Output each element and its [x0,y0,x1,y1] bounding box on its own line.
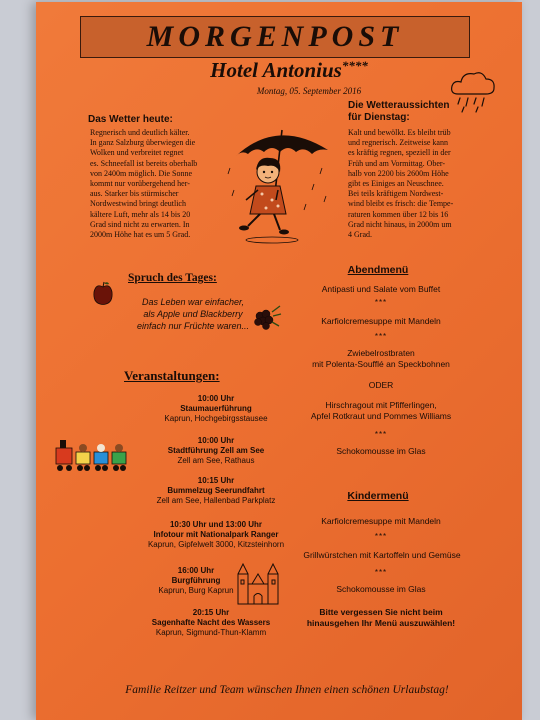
newsletter-sheet [36,2,522,720]
event-item: 16:00 Uhr Burgführung Kaprun, Burg Kaprun [158,566,234,595]
weather-tomorrow-title: Die Wetteraussichten für Dienstag: [348,100,450,123]
kids-menu-item: Grillwürstchen mit Kartoffeln und Gemüse [303,550,461,560]
weather-today-text: Regnerisch und deutlich kälter. In ganz Salzburg überwiegen die Wolken und verbreitet regnet es. Schneefall ist bereits oberhalb von 2400m möglich. Die Sonne kommt nur vorübergehend her- aus. Starker bis stürmischer Nordwestwind bringt deutlich kältere Luft, mehr als 14 bis 20 Grad sind nicht zu erwarten. In 2000m Höhe hat es um 5 Grad. [90,128,198,240]
saying-text: Das Leben war einfacher, als Apple und Blackberry einfach nur Früchte waren... [136,297,250,331]
dinner-menu-title: Abendmenü [347,264,409,276]
hotel-stars: **** [341,58,368,73]
dinner-item: Hirschragout mit Pfifferlingen, [325,400,437,410]
kids-menu-item: Schokomousse im Glas [336,584,426,594]
hotel-name: Hotel Antonius**** [210,58,368,82]
saying-title: Spruch des Tages: [128,272,217,284]
events-title: Veranstaltungen: [124,368,220,383]
event-item: 10:15 Uhr Bummelzug Seerundfahrt Zell am See, Hallenbad Parkplatz [156,476,276,505]
dinner-item: ODER [368,380,394,390]
dinner-item: Antipasti und Salate vom Buffet [321,284,441,294]
dinner-item: Zwiebelrostbraten [347,348,415,358]
weather-today-title: Das Wetter heute: [88,114,173,125]
weather-tomorrow-text: Kalt und bewölkt. Es bleibt trüb und regnerisch. Zeitweise kann es kräftig regnen, speziell in der Früh und am Vormittag. Ober- halb von 2200 bis 2600m Höhe gibt es Einiges an Neuschnee. Bei teils kräftigem Nordwest- wind bleibt es frisch: die Tempe- raturen kommen über 12 bis 16 Grad nicht hinaus, in 2000m um 4 Grad. [348,128,454,240]
issue-date: Montag, 05. September 2016 [256,86,362,96]
toy-train-illustration [52,436,130,476]
masthead-banner [80,16,470,58]
masthead-title: MORGENPOST [146,20,404,53]
menu-separator: *** [374,430,388,439]
event-item: 10:30 Uhr und 13:00 Uhr Infotour mit Nationalpark Ranger Kaprun, Gipfelwelt 3000, Kitzsteinhorn [147,520,285,549]
menu-separator: *** [374,532,388,541]
dinner-item: Karfiolcremesuppe mit Mandeln [321,316,441,326]
menu-separator: *** [374,298,388,307]
event-item: 20:15 Uhr Sagenhafte Nacht des Wassers Kaprun, Sigmund-Thun-Klamm [151,608,271,637]
kids-menu-item: Karfiolcremesuppe mit Mandeln [321,516,441,526]
castle-illustration [234,562,282,606]
rain-cloud-icon [448,68,498,114]
event-item: 10:00 Uhr Staumauerführung Kaprun, Hochgebirgsstausee [164,394,268,423]
dinner-item: Apfel Rotkraut und Pommes Williams [310,411,452,421]
menu-separator: *** [374,568,388,577]
umbrella-girl-illustration [222,120,340,248]
dinner-item: mit Polenta-Soufflé an Speckbohnen [312,359,450,369]
footer-greeting: Familie Reitzer und Team wünschen Ihnen einen schönen Urlaubstag! [125,684,449,696]
event-item: 10:00 Uhr Stadtführung Zell am See Zell am See, Rathaus [167,436,265,465]
menu-separator: *** [374,332,388,341]
apple-icon [92,280,114,306]
menu-selection-reminder: Bitte vergessen Sie nicht beim hinausgehen Ihr Menü auszuwählen! [306,607,456,628]
kids-menu-title: Kindermenü [347,490,409,502]
dinner-item: Schokomousse im Glas [336,446,426,456]
